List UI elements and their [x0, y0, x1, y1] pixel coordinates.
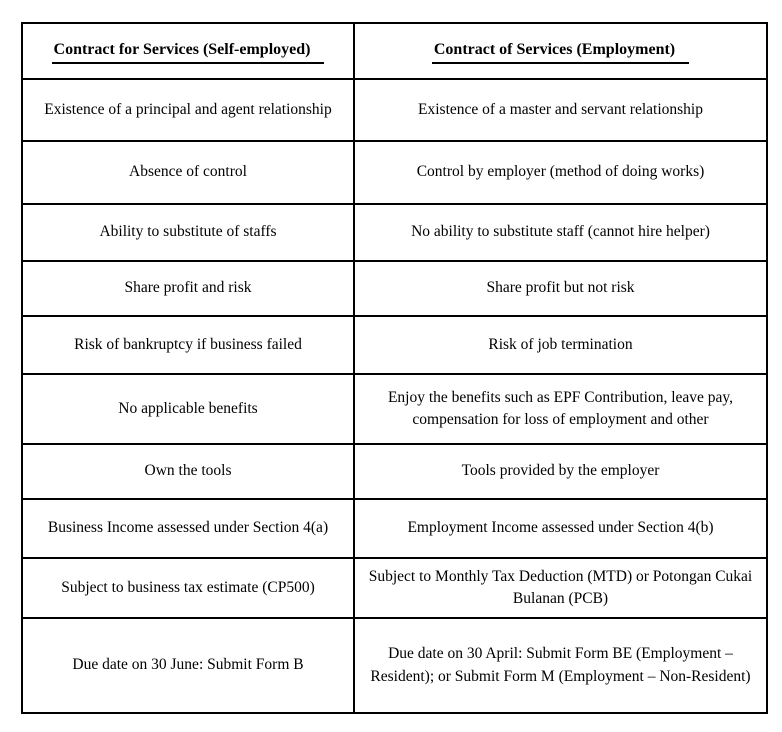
table-row — [22, 618, 767, 713]
table-row — [22, 141, 767, 204]
self-employed-cell: Absence of control — [22, 141, 354, 204]
table-header-row — [22, 23, 767, 79]
employment-cell: Risk of job termination — [354, 316, 767, 374]
self-employed-cell: Subject to business tax estimate (CP500) — [22, 558, 354, 618]
comparison-table — [21, 22, 768, 714]
self-employed-cell: Business Income assessed under Section 4(a) — [22, 499, 354, 558]
table-row — [22, 261, 767, 316]
employment-cell: Existence of a master and servant relationship — [354, 79, 767, 141]
self-employed-cell: Share profit and risk — [22, 261, 354, 316]
employment-cell: No ability to substitute staff (cannot hire helper) — [354, 204, 767, 261]
self-employed-cell: No applicable benefits — [22, 374, 354, 444]
column-header-employment — [354, 23, 767, 79]
column-header-employment-label: Contract of Services (Employment) — [432, 38, 689, 64]
table-row — [22, 316, 767, 374]
column-header-self-employed — [22, 23, 354, 79]
table-row — [22, 79, 767, 141]
employment-cell: Subject to Monthly Tax Deduction (MTD) or Potongan Cukai Bulanan (PCB) — [354, 558, 767, 618]
table-row — [22, 204, 767, 261]
self-employed-cell: Own the tools — [22, 444, 354, 499]
employment-cell: Enjoy the benefits such as EPF Contribution, leave pay, compensation for loss of employment and other — [354, 374, 767, 444]
self-employed-cell: Ability to substitute of staffs — [22, 204, 354, 261]
table-row — [22, 558, 767, 618]
self-employed-cell: Due date on 30 June: Submit Form B — [22, 618, 354, 713]
employment-cell: Tools provided by the employer — [354, 444, 767, 499]
column-header-self-employed-label: Contract for Services (Self-employed) — [52, 38, 325, 64]
employment-cell: Due date on 30 April: Submit Form BE (Employment – Resident); or Submit Form M (Employment – Non-Resident) — [354, 618, 767, 713]
employment-cell: Employment Income assessed under Section 4(b) — [354, 499, 767, 558]
employment-cell: Control by employer (method of doing works) — [354, 141, 767, 204]
table-row — [22, 444, 767, 499]
employment-cell: Share profit but not risk — [354, 261, 767, 316]
self-employed-cell: Existence of a principal and agent relationship — [22, 79, 354, 141]
table-row — [22, 374, 767, 444]
self-employed-cell: Risk of bankruptcy if business failed — [22, 316, 354, 374]
table-row — [22, 499, 767, 558]
